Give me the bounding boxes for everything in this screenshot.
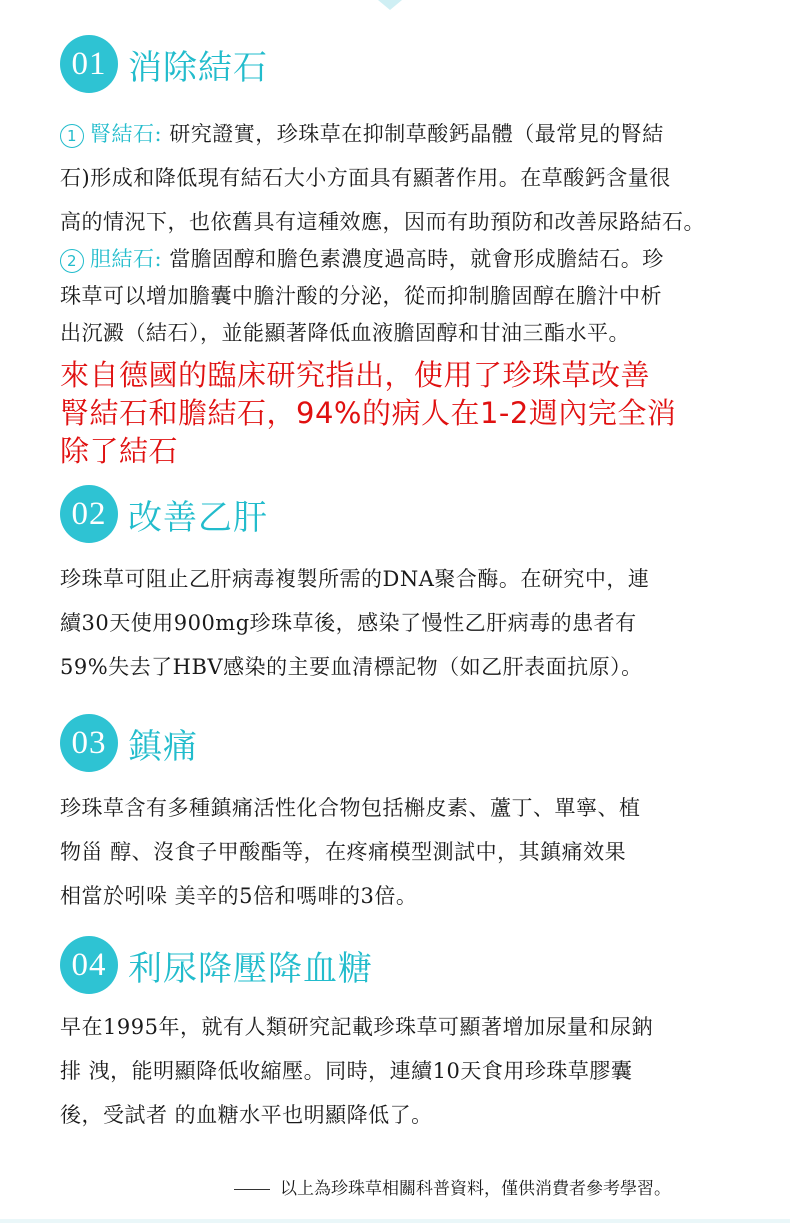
kidney-stone-paragraph (60, 112, 790, 244)
paragraph-line: 珍珠草可阻止乙肝病毒複製所需的DNA聚合酶。在研究中，連 (60, 567, 650, 591)
paragraph-line: 出沉澱（結石），並能顯著降低血液膽固醇和甘油三酯水平。 (60, 321, 630, 345)
hepatitis-paragraph (60, 557, 790, 689)
diuretic-paragraph (60, 1005, 790, 1137)
item-label: 腎結石: (90, 122, 163, 146)
paragraph-line: 早在1995年，就有人類研究記載珍珠草可顯著增加尿量和尿鈉 (60, 1015, 653, 1039)
top-arrow-decoration (378, 0, 402, 10)
section-heading-3 (60, 714, 198, 772)
highlight-line: 來自德國的臨床研究指出，使用了珍珠草改善 (60, 358, 651, 392)
paragraph-line: 物甾 醇、沒食子甲酸酯等，在疼痛模型測試中，其鎮痛效果 (60, 840, 627, 864)
section-title: 鎮痛 (128, 726, 198, 767)
paragraph-line: 石)形成和降低現有結石大小方面具有顯著作用。在草酸鈣含量很 (60, 166, 671, 190)
bottom-bar (0, 1219, 790, 1223)
footer-text: 以上為珍珠草相關科普資料，僅供消費者參考學習。 (280, 1179, 671, 1199)
section-heading-1 (60, 35, 268, 93)
paragraph-line: 續30天使用900mg珍珠草後，感染了慢性乙肝病毒的患者有 (60, 611, 637, 635)
paragraph-line: 相當於吲哚 美辛的5倍和嗎啡的3倍。 (60, 884, 418, 908)
paragraph-line: 珠草可以增加膽囊中膽汁酸的分泌，從而抑制膽固醇在膽汁中析 (60, 284, 662, 308)
paragraph-line: 後，受試者 的血糖水平也明顯降低了。 (60, 1103, 433, 1127)
section-number-badge: 04 (60, 936, 118, 994)
circled-number-2: 2 (60, 249, 84, 273)
paragraph-line: 排 洩，能明顯降低收縮壓。同時，連續10天食用珍珠草膠囊 (60, 1059, 633, 1083)
item-label: 胆結石: (90, 247, 163, 271)
highlight-line: 腎結石和膽結石，94%的病人在1-2週內完全消 (60, 396, 677, 430)
gallstone-paragraph (60, 241, 790, 352)
paragraph-line: 59%失去了HBV感染的主要血清標記物（如乙肝表面抗原）。 (60, 655, 643, 679)
footer-note (234, 1174, 671, 1199)
section-title: 消除結石 (128, 47, 268, 88)
analgesic-paragraph (60, 786, 790, 918)
clinical-study-highlight (60, 356, 790, 470)
paragraph-line: 1 腎結石: 研究證實，珍珠草在抑制草酸鈣晶體（最常見的腎結 (60, 112, 790, 156)
circled-number-1: 1 (60, 124, 84, 148)
section-title: 利尿降壓降血糖 (128, 948, 373, 989)
paragraph-line: 2 胆結石: 當膽固醇和膽色素濃度過高時，就會形成膽結石。珍 (60, 241, 790, 278)
section-title: 改善乙肝 (128, 497, 268, 538)
section-heading-4 (60, 936, 373, 994)
section-number-badge: 02 (60, 485, 118, 543)
section-number-badge: 03 (60, 714, 118, 772)
section-heading-2 (60, 485, 268, 543)
paragraph-line: 珍珠草含有多種鎮痛活性化合物包括槲皮素、蘆丁、單寧、植 (60, 796, 641, 820)
highlight-line: 除了結石 (60, 434, 179, 468)
section-number-badge: 01 (60, 35, 118, 93)
paragraph-line: 高的情況下，也依舊具有這種效應，因而有助預防和改善尿路結石。 (60, 210, 705, 234)
footer-dash (234, 1189, 270, 1190)
